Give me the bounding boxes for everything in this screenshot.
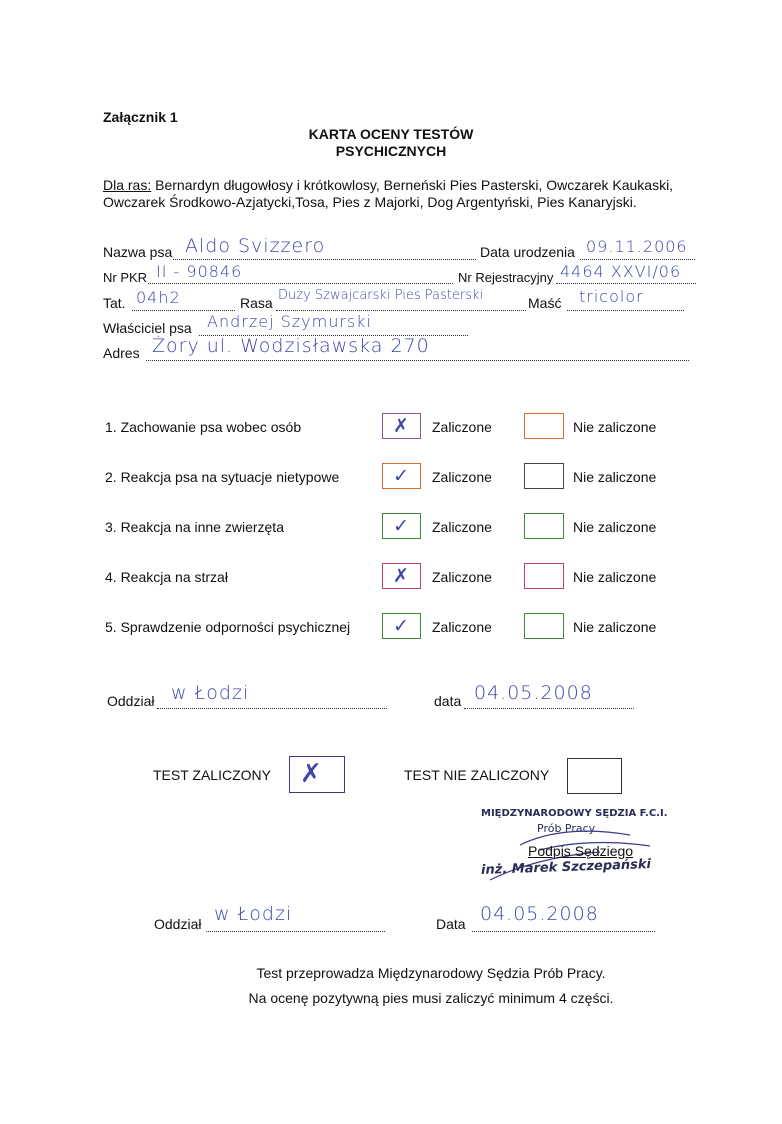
test-failed-label: TEST NIE ZALICZONY [404,767,550,783]
owner-value: Andrzej Szymurski [207,312,372,331]
date-label-2: Data [436,916,466,932]
test-pass-checkbox[interactable] [382,563,421,589]
birth-date-label: Data urodzenia [480,244,575,260]
breeds-line-1 [103,177,673,193]
branch-field[interactable] [157,682,387,709]
test-label: 1. Zachowanie psa wobec osób [105,419,302,435]
test-pass-mark: ✓ [393,465,410,487]
test-pass-label: Zaliczone [432,419,492,435]
breed-value: Duży Szwajcarski Pies Pasterski [278,288,484,303]
test-pass-checkbox[interactable] [382,413,421,439]
test-pass-mark: ✗ [393,415,410,437]
test-fail-label: Nie zaliczone [573,519,657,535]
branch-label: Oddział [107,693,155,709]
test-fail-checkbox[interactable] [524,413,564,439]
color-field[interactable] [567,287,684,311]
tattoo-field[interactable] [132,288,235,311]
birth-date-field[interactable] [580,237,695,260]
test-passed-mark: ✗ [300,759,323,789]
branch-label-2: Oddział [154,916,202,932]
test-pass-label: Zaliczone [432,519,492,535]
test-fail-checkbox[interactable] [524,613,564,639]
owner-label: Właściciel psa [103,320,192,336]
dog-name-label: Nazwa psa [103,244,173,260]
test-fail-checkbox[interactable] [524,513,564,539]
date-field[interactable] [464,682,634,709]
test-fail-checkbox[interactable] [524,563,564,589]
test-label: 3. Reakcja na inne zwierzęta [105,519,284,535]
test-pass-mark: ✓ [393,615,410,637]
dog-name-value: Aldo Svizzero [185,235,326,257]
tattoo-label: Tat. [103,295,126,311]
document-subtitle: PSYCHICZNYCH [335,143,447,159]
test-fail-label: Nie zaliczone [573,569,657,585]
test-failed-checkbox[interactable] [567,758,622,794]
test-label: 2. Reakcja psa na sytuacje nietypowe [105,469,340,485]
pkr-label: Nr PKR [103,270,148,285]
date-label: data [434,693,462,709]
test-pass-label: Zaliczone [432,569,492,585]
test-label: 5. Sprawdzenie odporności psychicznej [105,619,351,635]
test-label: 4. Reakcja na strzał [105,569,228,585]
test-pass-checkbox[interactable] [382,613,421,639]
owner-field[interactable] [199,312,468,336]
test-pass-checkbox[interactable] [382,513,421,539]
document-title: KARTA OCENY TESTÓW [308,126,474,142]
birth-date-value: 09.11.2006 [586,237,688,256]
test-fail-label: Nie zaliczone [573,419,657,435]
test-pass-label: Zaliczone [432,469,492,485]
address-value: Żory ul. Wodzisławska 270 [152,335,430,357]
test-passed-label: TEST ZALICZONY [153,767,271,783]
date-field-2[interactable] [472,903,655,932]
breeds-label: Dla ras: [103,177,152,193]
judge-name-stamp: inż. Marek Szczepański [480,857,652,878]
test-passed-checkbox[interactable] [289,756,345,793]
breeds-text-1: Bernardyn długowłosy i krótkowlosy, Berneński Pies Pasterski, Owczarek Kaukaski, [151,177,674,193]
test-pass-mark: ✗ [393,565,410,587]
test-fail-checkbox[interactable] [524,463,564,489]
dog-name-field[interactable] [173,235,476,260]
pkr-value: II - 90846 [156,262,243,281]
breed-label: Rasa [240,295,273,311]
test-pass-label: Zaliczone [432,619,492,635]
registration-value: 4464 XXVI/06 [560,262,682,281]
test-pass-checkbox[interactable] [382,463,421,489]
tattoo-value: 04h2 [136,288,181,307]
test-fail-label: Nie zaliczone [573,469,657,485]
pkr-field[interactable] [148,262,453,284]
footer-line-2: Na ocenę pozytywną pies musi zaliczyć minimum 4 części. [248,990,614,1006]
color-value: tricolor [579,287,644,306]
registration-label: Nr Rejestracyjny [458,270,554,285]
stamp-subtitle: Prób Pracy [537,822,596,835]
footer-line-1: Test przeprowadza Międzynarodowy Sędzia Prób Pracy. [256,965,606,981]
judge-signature-label: Podpis Sędziego [528,843,634,859]
address-field[interactable] [146,335,689,361]
attachment-label: Załącznik 1 [103,109,178,125]
date-value-2: 04.05.2008 [480,903,599,925]
color-label: Maść [528,295,562,311]
breeds-line-2: Owczarek Środkowo-Azjatycki,Tosa, Pies z Majorki, Dog Argentyński, Pies Kanaryjski. [103,194,637,210]
registration-field[interactable] [556,262,696,284]
address-label: Adres [103,345,140,361]
branch-field-2[interactable] [206,903,385,932]
test-pass-mark: ✓ [393,515,410,537]
branch-value: w Łodzi [171,682,250,704]
date-value: 04.05.2008 [474,682,593,704]
branch-value-2: w Łodzi [214,903,293,925]
stamp-title: MIĘDZYNARODOWY SĘDZIA F.C.I. [481,808,668,819]
test-fail-label: Nie zaliczone [573,619,657,635]
breed-field[interactable] [276,288,526,311]
